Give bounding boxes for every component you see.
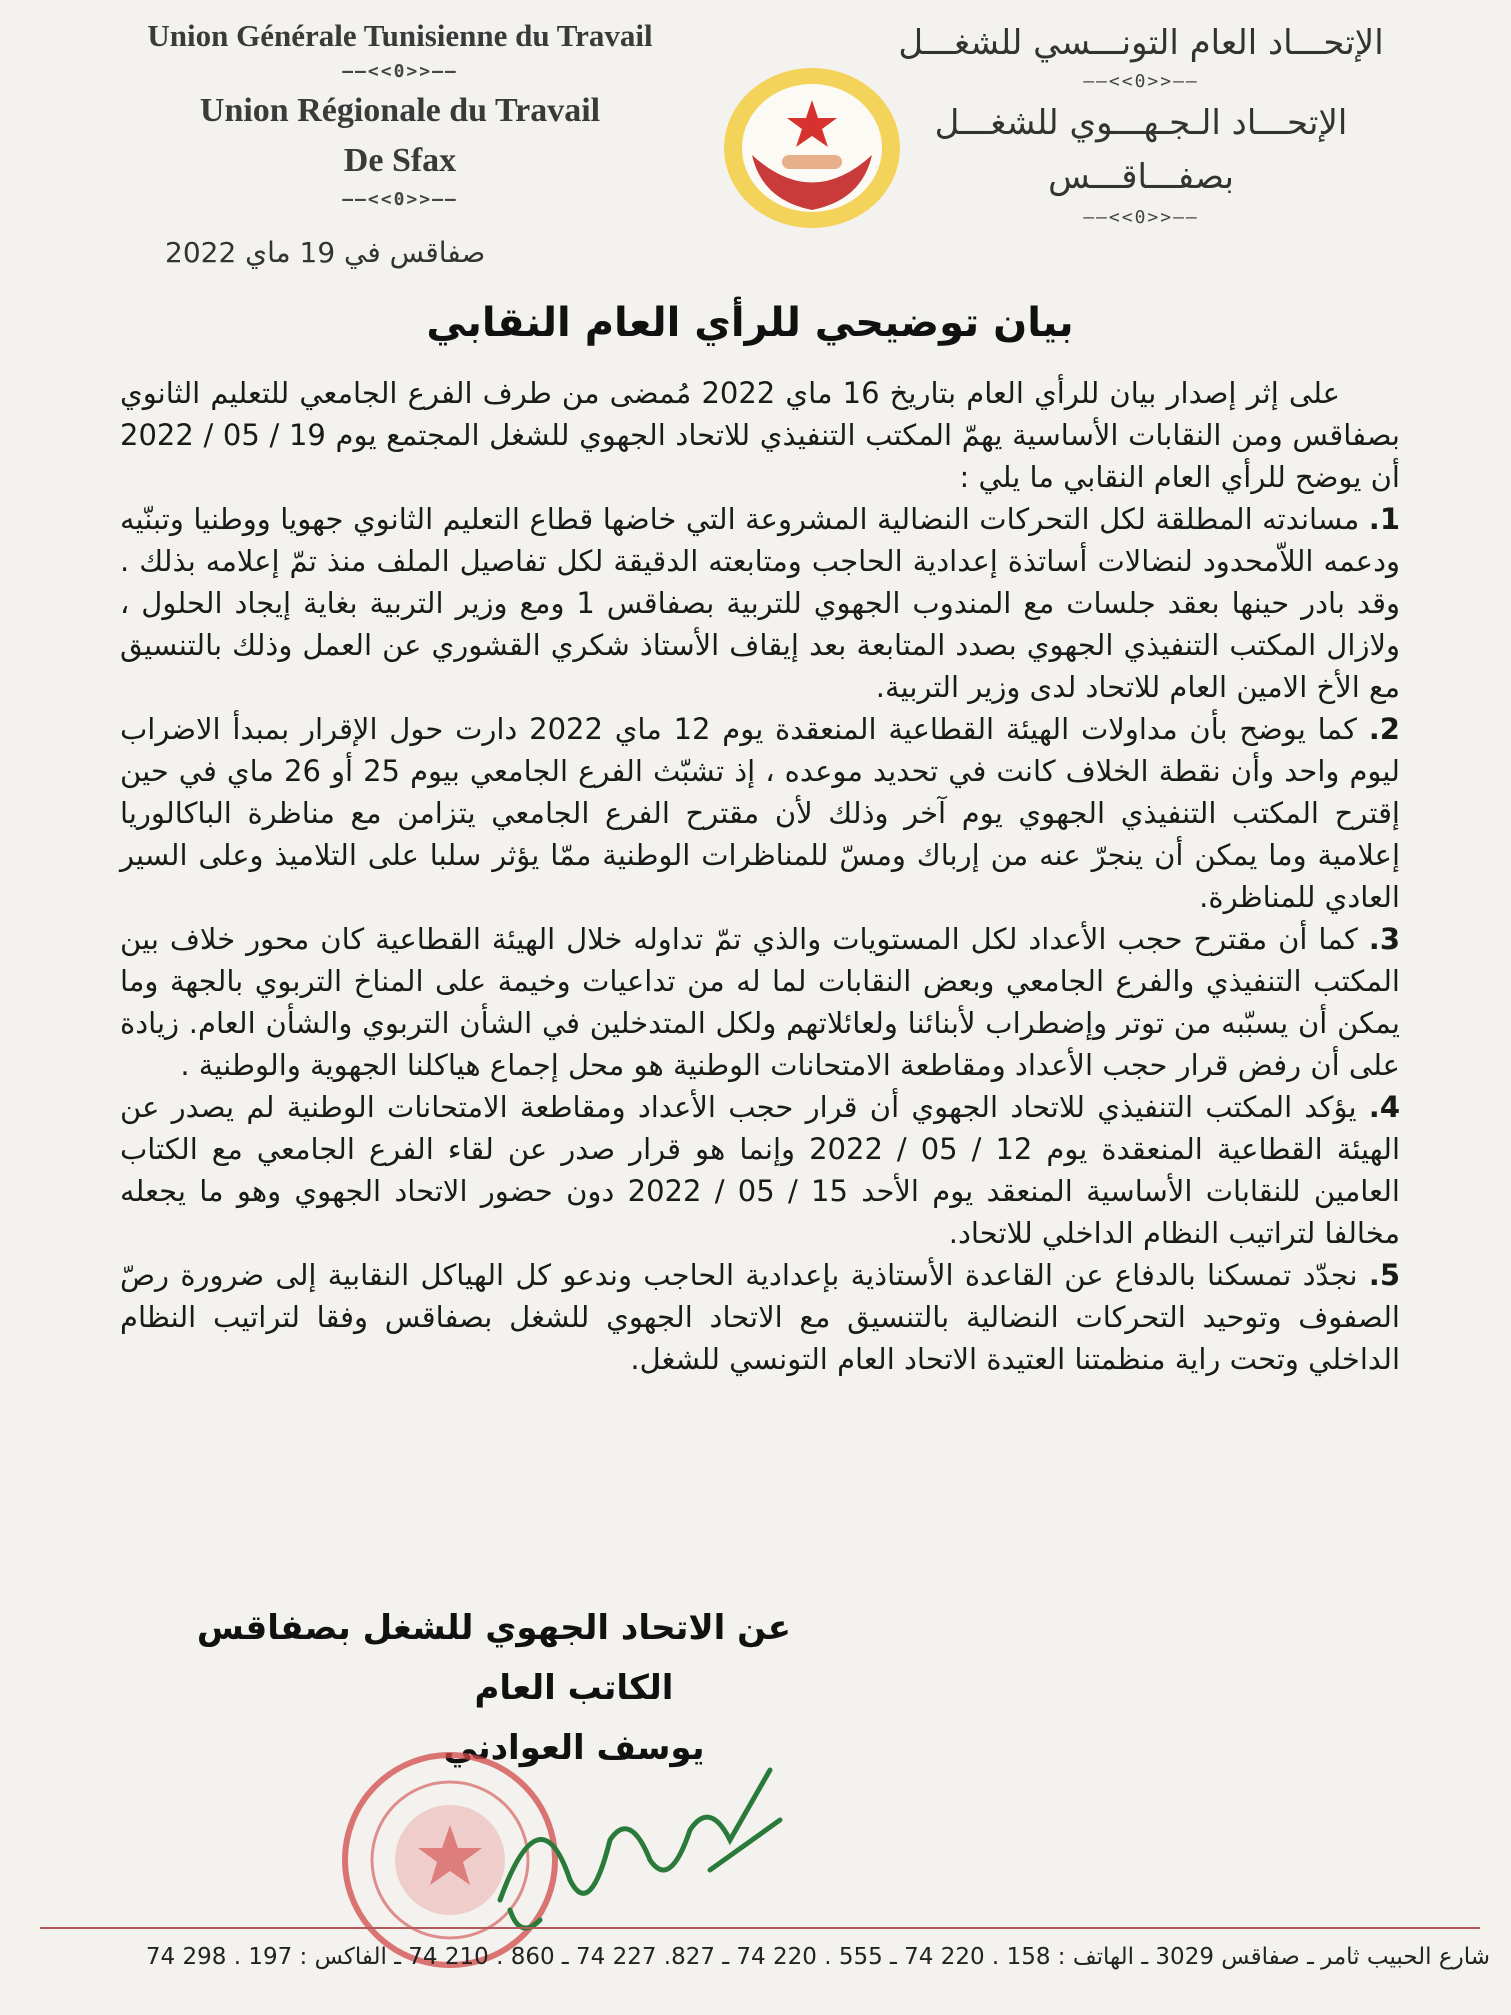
item-text: كما يوضح بأن مداولات الهيئة القطاعية المنعقدة يوم 12 ماي 2022 دارت حول الإقرار بمبدأ الاضراب ليوم واحد وأن نقطة الخلاف كانت في تحديد موعده ، إذ تشبّث الفرع الجامعي بيوم 25 أو 26 ماي في حين إقترح المكتب التنفيذي الجهوي يوم آخر وذلك لأن مقترح الفرع الجامعي يتزامن مع مناظرة الباكالوريا إعلامية وما يمكن أن ينجرّ عنه من إرباك ومسّ للمناظرات الوطنية ممّا يؤثر سلبا على التلاميذ وعلى السير العادي للمناظرة. [120,712,1401,914]
union-name-fr: Union Générale Tunisienne du Travail [147,18,653,53]
list-item [120,498,1400,708]
footer-contact: شارع الحبيب ثامر ـ صفاقس 3029 ـ الهاتف : 158 . 220 74 ـ 555 . 220 74 ـ 827. 227 74 ـ 860 . 210 74 ـ الفاكس : 197 . 298 74 [145,1944,1490,1970]
item-number: 1. [1368,502,1401,536]
ugtt-logo [712,60,912,230]
header-french [110,14,690,214]
handwritten-signature [480,1750,800,1950]
union-name-ar: الإتحـــاد العام التونـــسي للشغـــل [898,23,1384,63]
header-arabic [881,18,1401,232]
document-title: بيان توضيحي للرأي العام النقابي [426,300,1074,346]
item-text: مساندته المطلقة لكل التحركات النضالية المشروعة التي خاضها قطاع التعليم الثانوي جهويا ووطنيا وتبنّيه ودعمه اللاّمحدود لنضالات أساتذة إعدادية الحاجب ومتابعته الدقيقة لكل تفاصيل الملف منذ تمّ إعلامه بذلك . وقد بادر حينها بعقد جلسات مع المندوب الجهوي للتربية بصفاقس 1 ومع وزير التربية بغاية إيجاد الحلول ، ولازال المكتب التنفيذي الجهوي بصدد المتابعة بعد إيقاف الأستاذ شكري القشوري عن العمل وذلك بالتنسيق مع الأخ الامين العام للاتحاد لدى وزير التربية. [120,502,1400,704]
document-date: صفاقس في 19 ماي 2022 [165,236,486,269]
item-number: 5. [1368,1258,1400,1292]
regional-union-ar: الإتحـــاد الـجـهـــوي للشغـــل [934,103,1348,143]
item-text: كما أن مقترح حجب الأعداد لكل المستويات والذي تمّ تداوله خلال الهيئة القطاعية كان محور خلاف بين المكتب التنفيذي والفرع الجامعي وبعض النقابات لما له من تداعيات وخيمة على المناخ التربوي بالجهة وما يمكن أن يسبّبه من توتر وإضطراب لأبنائنا ولعائلاتهم ولكل المتدخلين في الشأن التربوي والشأن العام. زيادة على أن رفض قرار حجب الأعداد ومقاطعة الامتحانات الوطنية هو محل إجماع هياكلنا الجهوية والوطنية . [120,922,1400,1082]
header-separator: ——<<0>>—— [342,61,458,82]
regional-union-fr: Union Régionale du Travail [199,92,601,129]
list-item [120,918,1400,1086]
signature-name: يوسف العوادني [443,1728,705,1768]
item-text: نجدّد تمسكنا بالدفاع عن القاعدة الأستاذية بإعدادية الحاجب وندعو كل الهياكل النقابية إلى ضرورة رصّ الصفوف وتوحيد التحركات النضالية بالتنسيق مع الاتحاد الجهوي للشغل بصفاقس وفقا لتراتيب النظام الداخلي وتحت راية منظمتنا العتيدة الاتحاد العام التونسي للشغل. [120,1258,1400,1376]
footer-divider [40,1927,1480,1929]
item-text: يؤكد المكتب التنفيذي للاتحاد الجهوي أن قرار حجب الأعداد ومقاطعة الامتحانات الوطنية لم يصدر عن الهيئة القطاعية المنعقدة يوم 12 / 05 / 2022 وإنما هو قرار صدر عن لقاء الفرع الجامعي مع الكتاب العامين للنقابات الأساسية المنعقد يوم الأحد 15 / 05 / 2022 دون حضور الاتحاد الجهوي وهو ما يجعله مخالفا لتراتيب النظام الداخلي للاتحاد. [120,1090,1401,1250]
list-item [120,1254,1400,1380]
signature-role: الكاتب العام [474,1668,674,1708]
document-body [120,372,1400,1380]
city-fr: De Sfax [343,142,457,179]
item-number: 3. [1368,922,1400,956]
signature-org: عن الاتحاد الجهوي للشغل بصفاقس [196,1608,791,1648]
item-number: 4. [1368,1090,1400,1124]
list-item [120,1086,1400,1254]
header-separator: ——<<0>>—— [342,189,458,210]
header-separator: ——<<0>>—— [1083,207,1199,228]
city-ar: بصفـــاقـــس [1048,157,1234,197]
list-item [120,708,1400,918]
item-number: 2. [1368,712,1400,746]
header-separator: ——<<0>>—— [1083,71,1199,92]
intro-paragraph: على إثر إصدار بيان للرأي العام بتاريخ 16 ماي 2022 مُمضى من طرف الفرع الجامعي للتعليم الثانوي بصفاقس ومن النقابات الأساسية يهمّ المكتب التنفيذي للاتحاد الجهوي للشغل المجتمع يوم 19 / 05 / 2022 أن يوضح للرأي العام النقابي ما يلي : [120,376,1400,494]
